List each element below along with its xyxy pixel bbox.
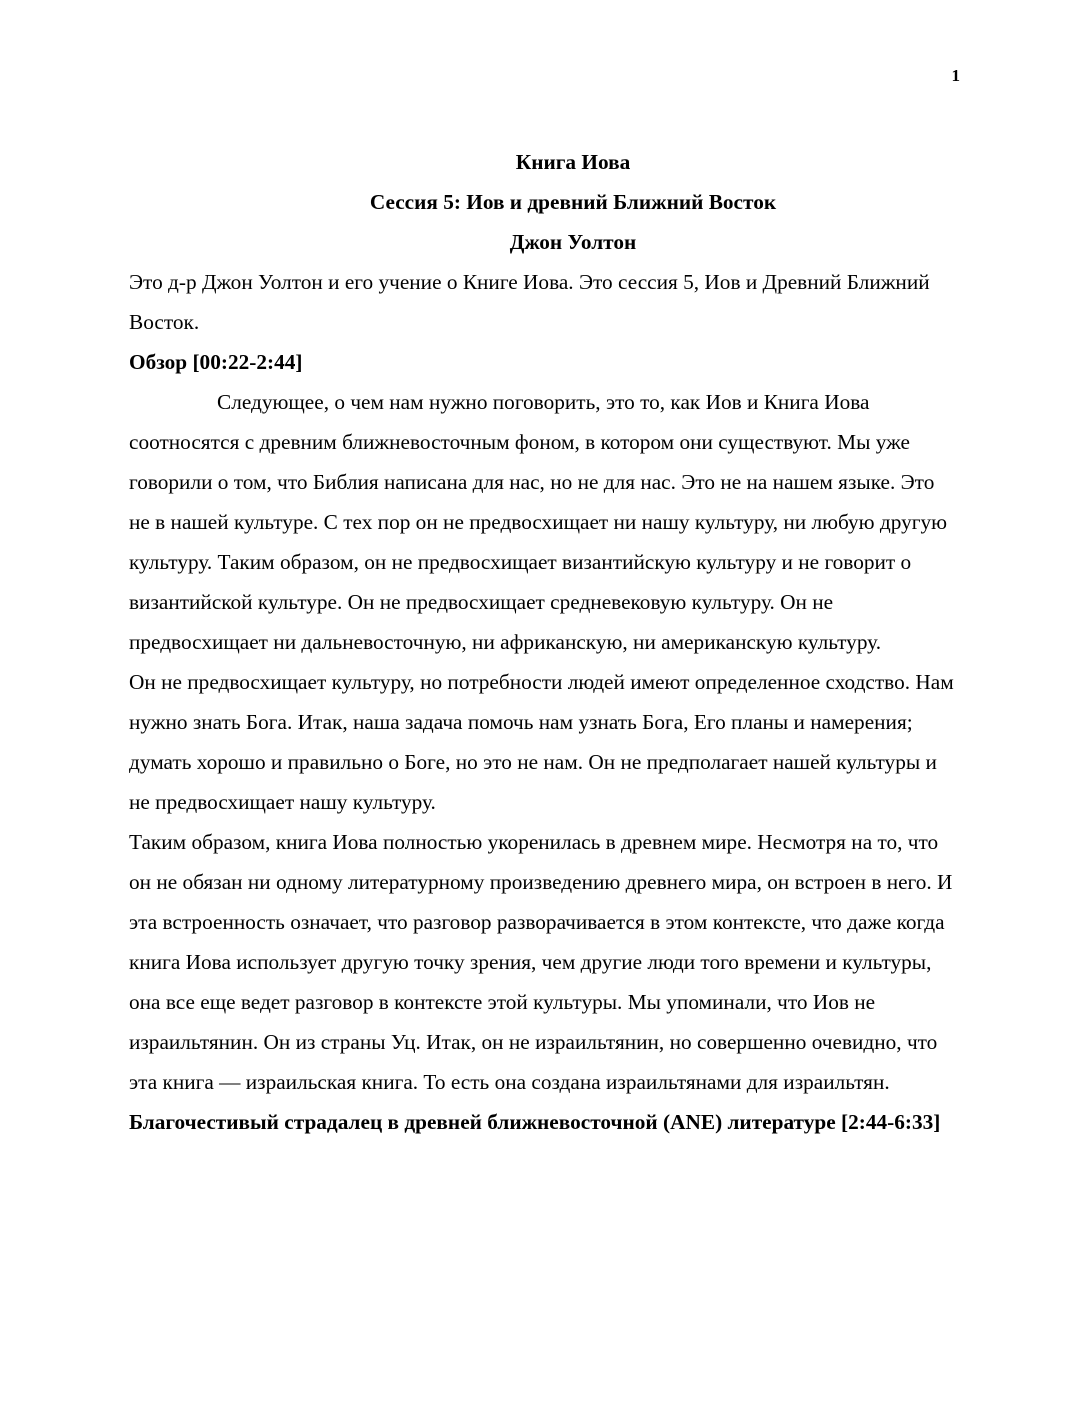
section-heading-overview: Обзор [00:22-2:44] — [129, 350, 303, 374]
intro-paragraph: Это д-р Джон Уолтон и его учение о Книге Иова. Это сессия 5, Иов и Древний Ближний Восток. — [129, 270, 930, 334]
body-paragraph: Таким образом, книга Иова полностью укоренилась в древнем мире. Несмотря на то, что он не обязан ни одному литературному произведению древнего мира, он встроен в него. И эта встроенность означает, что разговор разворачивается в этом контексте, что даже когда книга Иова использует другую точку зрения, чем другие люди того времени и культуры, она все еще ведет разговор в контексте этой культуры. Мы упоминали, что Иов не израильтянин. Он из страны Уц. Итак, он не израильтянин, но совершенно очевидно, что эта книга — израильская книга. То есть она создана израильтянами для израильтян. — [129, 830, 953, 1094]
page-number: 1 — [951, 66, 960, 85]
document-title: Книга Иова — [515, 150, 631, 174]
body-paragraph: Он не предвосхищает культуру, но потребности людей имеют определенное сходство. Нам нужно знать Бога. Итак, наша задача помочь нам узнать Бога, Его планы и намерения; думать хорошо и правильно о Боге, но это не нам. Он не предполагает нашей культуры и не предвосхищает нашу культуру. — [129, 670, 954, 814]
body-paragraph: Следующее, о чем нам нужно поговорить, это то, как Иов и Книга Иова соотносятся с древним ближневосточным фоном, в котором они существуют. Мы уже говорили о том, что Библия написана для нас, но не для нас. Это не на нашем языке. Это не в нашей культуре. С тех пор он не предвосхищает ни нашу культуру, ни любую другую культуру. Таким образом, он не предвосхищает византийскую культуру и не говорит о византийской культуре. Он не предвосхищает средневековую культуру. Он не предвосхищает ни дальневосточную, ни африканскую, ни американскую культуру. — [129, 390, 948, 654]
author-name: Джон Уолтон — [509, 230, 637, 254]
session-subtitle: Сессия 5: Иов и древний Ближний Восток — [369, 190, 777, 214]
section-heading-pious-sufferer: Благочестивый страдалец в древней ближневосточной (ANE) литературе [2:44-6:33] — [129, 1110, 941, 1134]
document-body — [129, 142, 957, 1142]
